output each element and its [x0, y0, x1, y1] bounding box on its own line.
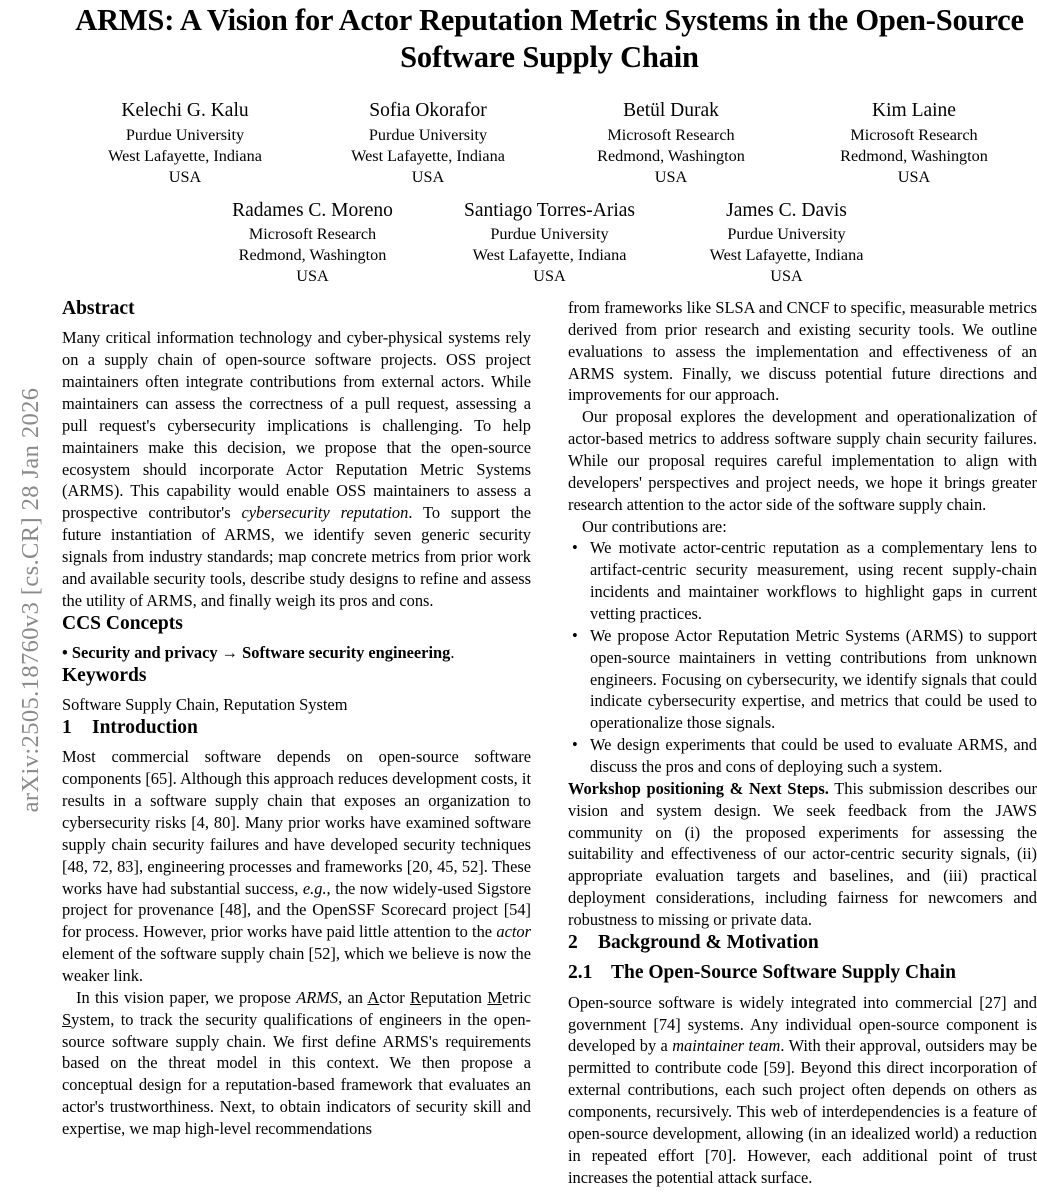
author-city: West Lafayette, Indiana: [108, 146, 262, 165]
s1p1-a: Most commercial software depends on open-source software components [65]. Although this approach reduces development costs, it results in a software supply chain that exposes an organization to cybersecurity risks [4, 80]. Many prior works have examined software supply chain security failures and have developed security techniques [48, 72, 83], engineering processes and frameworks [20, 45, 52]. These works have had substantial success,: [62, 747, 531, 898]
author-country: USA: [411, 167, 445, 186]
section-1-title: Introduction: [92, 717, 198, 739]
right-column: [568, 297, 1037, 1202]
keywords-text: Software Supply Chain, Reputation System: [62, 695, 348, 715]
workshop-positioning-label: Workshop positioning & Next Steps.: [568, 778, 829, 798]
s1p2-c: ctor: [379, 987, 411, 1007]
section-2-1-title: The Open-Source Software Supply Chain: [611, 962, 956, 984]
author-affiliation: Microsoft Research: [607, 125, 735, 144]
contribution-text: We propose Actor Reputation Metric Systems (ARMS) to support open-source maintainers in vetting contributions from unknown engineers. Focusing on cybersecurity, we identify signals that could indicate cybersecurity expertise, and metrics that could be used to operationalize those signals.: [590, 625, 1037, 733]
author-name: Sofia Okorafor: [369, 100, 487, 122]
s1p2-u-r: R: [410, 987, 421, 1007]
s1p2-a: In this vision paper, we propose: [76, 987, 297, 1007]
bullet-icon: •: [572, 538, 578, 558]
page-title: ARMS: A Vision for Actor Reputation Metric Systems in the Open-Source Software Supply Chain: [75, 3, 1024, 75]
author-country: USA: [296, 267, 329, 286]
author-country: USA: [770, 267, 803, 286]
abstract-italic-phrase: cybersecurity reputation: [241, 503, 409, 523]
author-country: USA: [168, 167, 202, 186]
author-name: Kelechi G. Kalu: [121, 100, 249, 122]
author-affiliation: Purdue University: [490, 225, 609, 244]
s1p1-c: element of the software supply chain [52], which we believe is now the weaker link.: [62, 944, 531, 986]
abstract-part1: Many critical information technology and cyber-physical systems rely on a supply chain of open-source software projects. OSS project maintainers often integrate contributions from external actors. While maintainers can assess the correctness of a pull request, assessing a pull request's cybersecurity implications is challenging. To help maintainers make this decision, we propose that the open-source ecosystem should incorporate Actor Reputation Metric Systems (ARMS). This capability would enable OSS maintainers to assess a prospective contributor's: [62, 328, 531, 523]
s21p1-b: . With their approval, outsiders may be permitted to contribute code [59]. Beyond this direct incorporation of external contributions, each such project often depends on others as components, recursively. This web of interdependencies is a feature of open-source development, allowing (in an idealized world) a reduction in repeated effort [70]. However, each additional point of trust increases the potential attack surface.: [568, 1036, 1037, 1187]
author-city: West Lafayette, Indiana: [351, 146, 505, 165]
author-affiliation: Purdue University: [125, 125, 245, 144]
author-country: USA: [897, 167, 931, 186]
author-block: [431, 198, 668, 288]
author-country: USA: [533, 267, 566, 286]
left-column: [62, 297, 531, 1202]
author-row-2: [62, 198, 1037, 288]
two-column-body: [62, 297, 1037, 1202]
bullet-icon: •: [572, 625, 578, 645]
list-item: [568, 625, 1037, 734]
list-item: [568, 537, 1037, 624]
abstract-text: [62, 327, 531, 611]
author-city: Redmond, Washington: [840, 146, 988, 165]
abstract-heading: Abstract: [62, 298, 135, 319]
section-2-number: 2: [568, 931, 578, 953]
s21p1-a: Open-source software is widely integrated into commercial [27] and government [74] systems. Any individual open-source component is developed by a: [568, 992, 1037, 1056]
author-city: West Lafayette, Indiana: [709, 246, 864, 265]
author-block: [194, 198, 431, 288]
section-1-paragraph-2-continued: from frameworks like SLSA and CNCF to specific, measurable metrics derived from prior research and existing security tools. We outline evaluations to assess the implementation and effectiveness of an ARMS system. Finally, we discuss potential future directions and improvements for our approach.: [568, 298, 1037, 405]
section-2-1-number: 2.1: [568, 962, 593, 984]
author-name: Betül Durak: [623, 100, 719, 122]
contributions-list: [568, 537, 1037, 777]
author-name: Radames C. Moreno: [232, 199, 393, 221]
paper-page: [62, 0, 1037, 1200]
bullet-icon: •: [572, 735, 578, 755]
s1p1-b: , the now widely-used Sigstore project for provenance [48], and the OpenSSF Scorecard project [54] for process. However, prior works have paid little attention to the: [62, 878, 531, 942]
author-name: Santiago Torres-Arias: [463, 199, 636, 221]
section-2-title: Background & Motivation: [598, 931, 819, 953]
s1p2-f: ystem, to track the security qualifications of engineers in the open-source software supply chain. We first define ARMS's requirements based on the threat model in this context. We then propose a conceptual design for a reputation-based framework that evaluates an actor's trustworthiness. Next, to obtain indicators of security skill and expertise, we map high-level recommendations: [62, 1009, 531, 1139]
s1p2-u-m: M: [487, 987, 502, 1007]
author-block: [550, 98, 793, 188]
author-affiliation: Purdue University: [727, 225, 846, 244]
author-affiliation: Microsoft Research: [248, 225, 377, 244]
arxiv-stamp-text: arXiv:2505.18760v3 [cs.CR] 28 Jan 2026: [17, 387, 44, 813]
section-2-heading: [568, 931, 1037, 954]
author-country: USA: [654, 167, 688, 186]
author-row-1: [62, 98, 1037, 188]
author-block: [793, 98, 1036, 188]
author-block: [64, 98, 307, 188]
contribution-text: We motivate actor-centric reputation as a complementary lens to artifact-centric security measurement, using recent supply-chain incidents and maintainer workflows to highlight gaps in current vetting practices.: [590, 538, 1037, 624]
author-city: West Lafayette, Indiana: [472, 246, 627, 265]
workshop-positioning-paragraph: [568, 778, 1037, 931]
s1p2-b: , an: [338, 987, 368, 1007]
s1p2-d: eputation: [420, 987, 488, 1007]
s1p2-e: etric: [501, 987, 531, 1007]
author-name: James C. Davis: [726, 199, 847, 221]
section-1-contributions-lead: Our contributions are:: [582, 516, 727, 536]
author-affiliation: Purdue University: [368, 125, 488, 144]
arxiv-stamp: [0, 0, 62, 1200]
s1p2-u-a: A: [367, 987, 380, 1007]
s1p1-italic-actor: actor: [496, 922, 531, 942]
abstract-part2: . To support the future instantiation of ARMS, we identify seven generic security signals from industry standards; map concrete metrics from prior work and available security tools, describe study designs to refine and assess the utility of ARMS, and finally weigh its pros and cons.: [62, 503, 531, 610]
author-block: [307, 98, 550, 188]
s1p2-italic-arms: ARMS: [296, 987, 339, 1007]
section-1-paragraph-2: [62, 987, 531, 1140]
workshop-positioning-text: This submission describes our vision and system design. We seek feedback from the JAWS community on (i) the proposed experiments for assessing the suitability and effectiveness of our actor-centric security signals, (ii) appropriate evaluation targets and baselines, and (iii) practical deployment considerations, including fairness for newcomers and robustness to missing or private data.: [568, 778, 1037, 930]
author-city: Redmond, Washington: [238, 246, 387, 265]
s1p1-italic-eg: e.g.: [302, 878, 327, 898]
list-item: [568, 734, 1037, 778]
section-1-heading: [62, 716, 531, 739]
section-1-paragraph-1: [62, 746, 531, 986]
section-1-number: 1: [62, 717, 72, 739]
author-name: Kim Laine: [872, 100, 956, 122]
author-block: [668, 198, 905, 288]
ccs-bullet: •: [62, 642, 68, 662]
author-affiliation: Microsoft Research: [850, 125, 978, 144]
section-2-1-heading: [568, 961, 1037, 984]
section-1-paragraph-3: Our proposal explores the development and operationalization of actor-based metrics to address software supply chain security failures. While our proposal requires careful implementation to align with developers' perspectives and project needs, we hope it brings greater research attention to the actor side of the software supply chain.: [568, 407, 1037, 514]
ccs-text: Security and privacy → Software security engineering: [71, 642, 451, 662]
author-city: Redmond, Washington: [597, 146, 745, 165]
section-2-1-paragraph-1: [568, 992, 1037, 1189]
ccs-concepts: [62, 642, 531, 664]
ccs-period: .: [450, 642, 455, 662]
s21p1-italic-maintainer-team: maintainer team: [672, 1036, 781, 1056]
s1p2-u-s: S: [62, 1009, 72, 1029]
ccs-heading: CCS Concepts: [62, 612, 183, 634]
keywords-heading: Keywords: [62, 664, 147, 686]
contribution-text: We design experiments that could be used to evaluate ARMS, and discuss the pros and cons of deploying such a system.: [590, 735, 1037, 777]
